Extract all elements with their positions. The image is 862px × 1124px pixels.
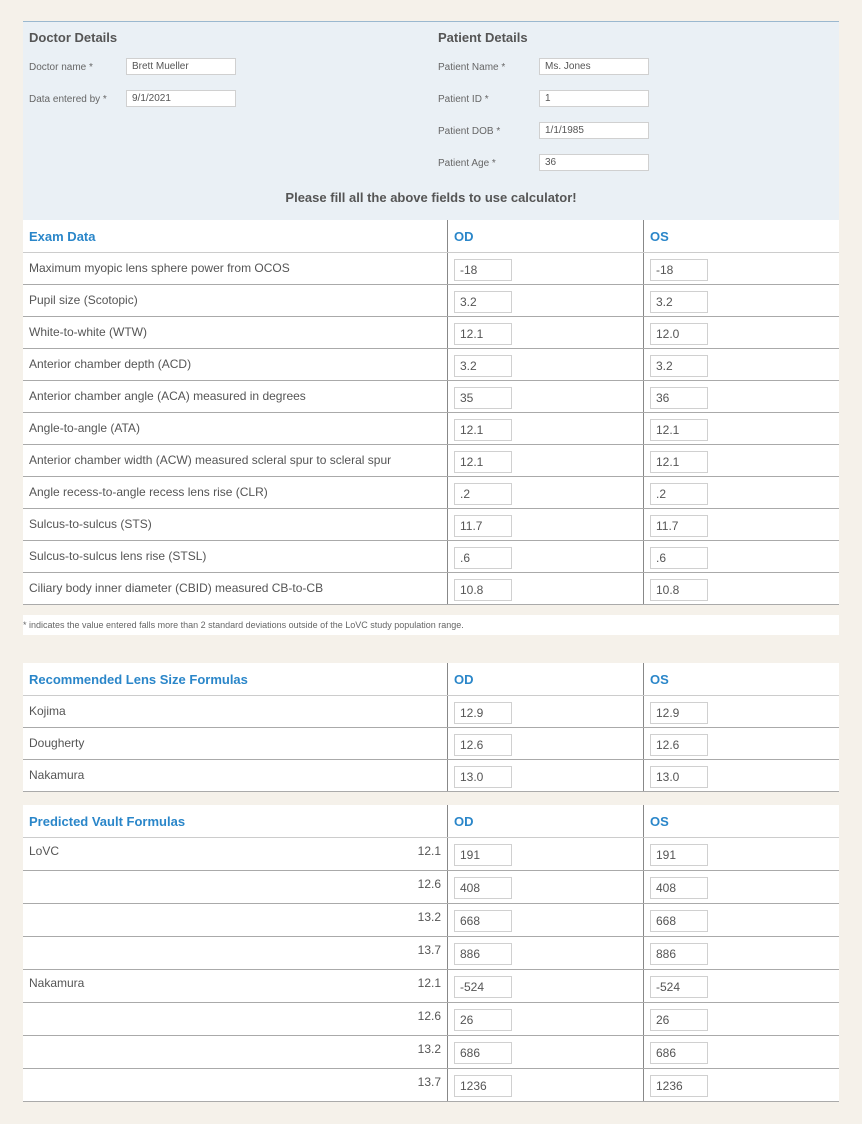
- os-header: OS: [644, 805, 840, 838]
- od-value-input[interactable]: 35: [454, 387, 512, 409]
- table-row: [23, 509, 839, 541]
- os-value-input[interactable]: 1236: [650, 1075, 708, 1097]
- table-row: [23, 381, 839, 413]
- patient-age-label: Patient Age *: [438, 158, 496, 169]
- od-value-input[interactable]: 12.1: [454, 419, 512, 441]
- od-value-input[interactable]: 886: [454, 943, 512, 965]
- row-label-cell: [23, 1003, 448, 1036]
- od-value-input[interactable]: 3.2: [454, 355, 512, 377]
- os-header: OS: [644, 663, 840, 696]
- table-row: [23, 573, 839, 605]
- table-row: [23, 1036, 839, 1069]
- od-value-input[interactable]: 668: [454, 910, 512, 932]
- os-value-input[interactable]: 191: [650, 844, 708, 866]
- lens-size: 13.7: [417, 943, 441, 957]
- formula-name: LoVC: [29, 844, 60, 858]
- od-header: OD: [448, 805, 644, 838]
- row-label-cell: [23, 937, 448, 970]
- os-value-input[interactable]: 12.1: [650, 451, 708, 473]
- od-value-input[interactable]: 3.2: [454, 291, 512, 313]
- exam-title: Exam Data: [23, 220, 448, 253]
- lens-size-table: [23, 663, 839, 792]
- row-label-cell: [23, 838, 448, 871]
- os-value-input[interactable]: 12.6: [650, 734, 708, 756]
- table-row: [23, 728, 839, 760]
- os-value-input[interactable]: .2: [650, 483, 708, 505]
- os-value-input[interactable]: 11.7: [650, 515, 708, 537]
- patient-dob-label: Patient DOB *: [438, 126, 501, 137]
- patient-id-label: Patient ID *: [438, 94, 489, 105]
- table-row: [23, 696, 839, 728]
- patient-age-input[interactable]: 36: [539, 154, 649, 171]
- table-row: [23, 253, 839, 285]
- row-label-cell: [23, 871, 448, 904]
- lens-size: 13.2: [417, 1042, 441, 1056]
- od-value-input[interactable]: -524: [454, 976, 512, 998]
- table-row: [23, 760, 839, 792]
- row-label: White-to-white (WTW): [23, 317, 448, 349]
- os-value-input[interactable]: 686: [650, 1042, 708, 1064]
- row-label: Kojima: [23, 696, 448, 728]
- os-value-input[interactable]: 26: [650, 1009, 708, 1031]
- table-row: [23, 477, 839, 509]
- patient-name-input[interactable]: Ms. Jones: [539, 58, 649, 75]
- table-row: [23, 541, 839, 573]
- table-row: [23, 1003, 839, 1036]
- table-row: [23, 838, 839, 871]
- table-row: [23, 349, 839, 381]
- lens-size: 12.1: [417, 844, 441, 858]
- row-label: Dougherty: [23, 728, 448, 760]
- row-label: Anterior chamber width (ACW) measured scleral spur to scleral spur: [23, 445, 448, 477]
- table-row: [23, 970, 839, 1003]
- od-value-input[interactable]: 10.8: [454, 579, 512, 601]
- lens-size: 12.1: [417, 976, 441, 990]
- os-header: OS: [644, 220, 840, 253]
- os-value-input[interactable]: 3.2: [650, 355, 708, 377]
- os-value-input[interactable]: -524: [650, 976, 708, 998]
- od-header: OD: [448, 220, 644, 253]
- od-value-input[interactable]: 13.0: [454, 766, 512, 788]
- od-value-input[interactable]: 12.1: [454, 323, 512, 345]
- os-value-input[interactable]: 668: [650, 910, 708, 932]
- od-value-input[interactable]: 1236: [454, 1075, 512, 1097]
- row-label: Ciliary body inner diameter (CBID) measured CB-to-CB: [23, 573, 448, 605]
- exam-data-table: [23, 220, 839, 605]
- lens-size: 13.2: [417, 910, 441, 924]
- os-value-input[interactable]: 12.9: [650, 702, 708, 724]
- vault-title: Predicted Vault Formulas: [23, 805, 448, 838]
- od-value-input[interactable]: .2: [454, 483, 512, 505]
- patient-name-label: Patient Name *: [438, 62, 506, 73]
- table-row: [23, 445, 839, 477]
- doctor-name-label: Doctor name *: [29, 62, 93, 73]
- od-value-input[interactable]: .6: [454, 547, 512, 569]
- row-label-cell: [23, 970, 448, 1003]
- table-row: [23, 871, 839, 904]
- row-label-cell: [23, 1069, 448, 1102]
- os-value-input[interactable]: 12.1: [650, 419, 708, 441]
- od-value-input[interactable]: 12.6: [454, 734, 512, 756]
- vault-table: [23, 805, 839, 1102]
- doctor-details-title: Doctor Details: [29, 30, 118, 45]
- row-label: Anterior chamber depth (ACD): [23, 349, 448, 381]
- patient-id-input[interactable]: 1: [539, 90, 649, 107]
- os-value-input[interactable]: 12.0: [650, 323, 708, 345]
- table-row: [23, 937, 839, 970]
- row-label: Nakamura: [23, 760, 448, 792]
- os-value-input[interactable]: 10.8: [650, 579, 708, 601]
- doctor-name-input[interactable]: Brett Mueller: [126, 58, 236, 75]
- os-value-input[interactable]: 886: [650, 943, 708, 965]
- od-header: OD: [448, 663, 644, 696]
- od-value-input[interactable]: -18: [454, 259, 512, 281]
- row-label-cell: [23, 1036, 448, 1069]
- table-row: [23, 285, 839, 317]
- patient-details-title: Patient Details: [438, 30, 528, 45]
- row-label: Pupil size (Scotopic): [23, 285, 448, 317]
- od-value-input[interactable]: 26: [454, 1009, 512, 1031]
- lens-size: 13.7: [417, 1075, 441, 1089]
- row-label: Anterior chamber angle (ACA) measured in degrees: [23, 381, 448, 413]
- row-label: Sulcus-to-sulcus lens rise (STSL): [23, 541, 448, 573]
- row-label: Angle-to-angle (ATA): [23, 413, 448, 445]
- od-value-input[interactable]: 12.1: [454, 451, 512, 473]
- row-label-cell: [23, 904, 448, 937]
- data-entered-input[interactable]: 9/1/2021: [126, 90, 236, 107]
- os-value-input[interactable]: 13.0: [650, 766, 708, 788]
- od-value-input[interactable]: 12.9: [454, 702, 512, 724]
- row-label: Angle recess-to-angle recess lens rise (CLR): [23, 477, 448, 509]
- lens-title: Recommended Lens Size Formulas: [23, 663, 448, 696]
- od-value-input[interactable]: 11.7: [454, 515, 512, 537]
- lens-size: 12.6: [417, 877, 441, 891]
- table-row: [23, 1069, 839, 1102]
- formula-name: Nakamura: [29, 976, 85, 990]
- data-entered-label: Data entered by *: [29, 94, 107, 105]
- row-label: Sulcus-to-sulcus (STS): [23, 509, 448, 541]
- footnote: * indicates the value entered falls more than 2 standard deviations outside of the LoVC study population range.: [23, 615, 839, 635]
- fill-fields-message: Please fill all the above fields to use calculator!: [285, 190, 577, 205]
- os-value-input[interactable]: 408: [650, 877, 708, 899]
- od-value-input[interactable]: 686: [454, 1042, 512, 1064]
- patient-dob-input[interactable]: 1/1/1985: [539, 122, 649, 139]
- details-panel: [23, 21, 839, 221]
- lens-size: 12.6: [417, 1009, 441, 1023]
- os-value-input[interactable]: 36: [650, 387, 708, 409]
- table-row: [23, 904, 839, 937]
- table-row: [23, 413, 839, 445]
- os-value-input[interactable]: 3.2: [650, 291, 708, 313]
- row-label: Maximum myopic lens sphere power from OCOS: [23, 253, 448, 285]
- table-row: [23, 317, 839, 349]
- os-value-input[interactable]: .6: [650, 547, 708, 569]
- od-value-input[interactable]: 191: [454, 844, 512, 866]
- od-value-input[interactable]: 408: [454, 877, 512, 899]
- os-value-input[interactable]: -18: [650, 259, 708, 281]
